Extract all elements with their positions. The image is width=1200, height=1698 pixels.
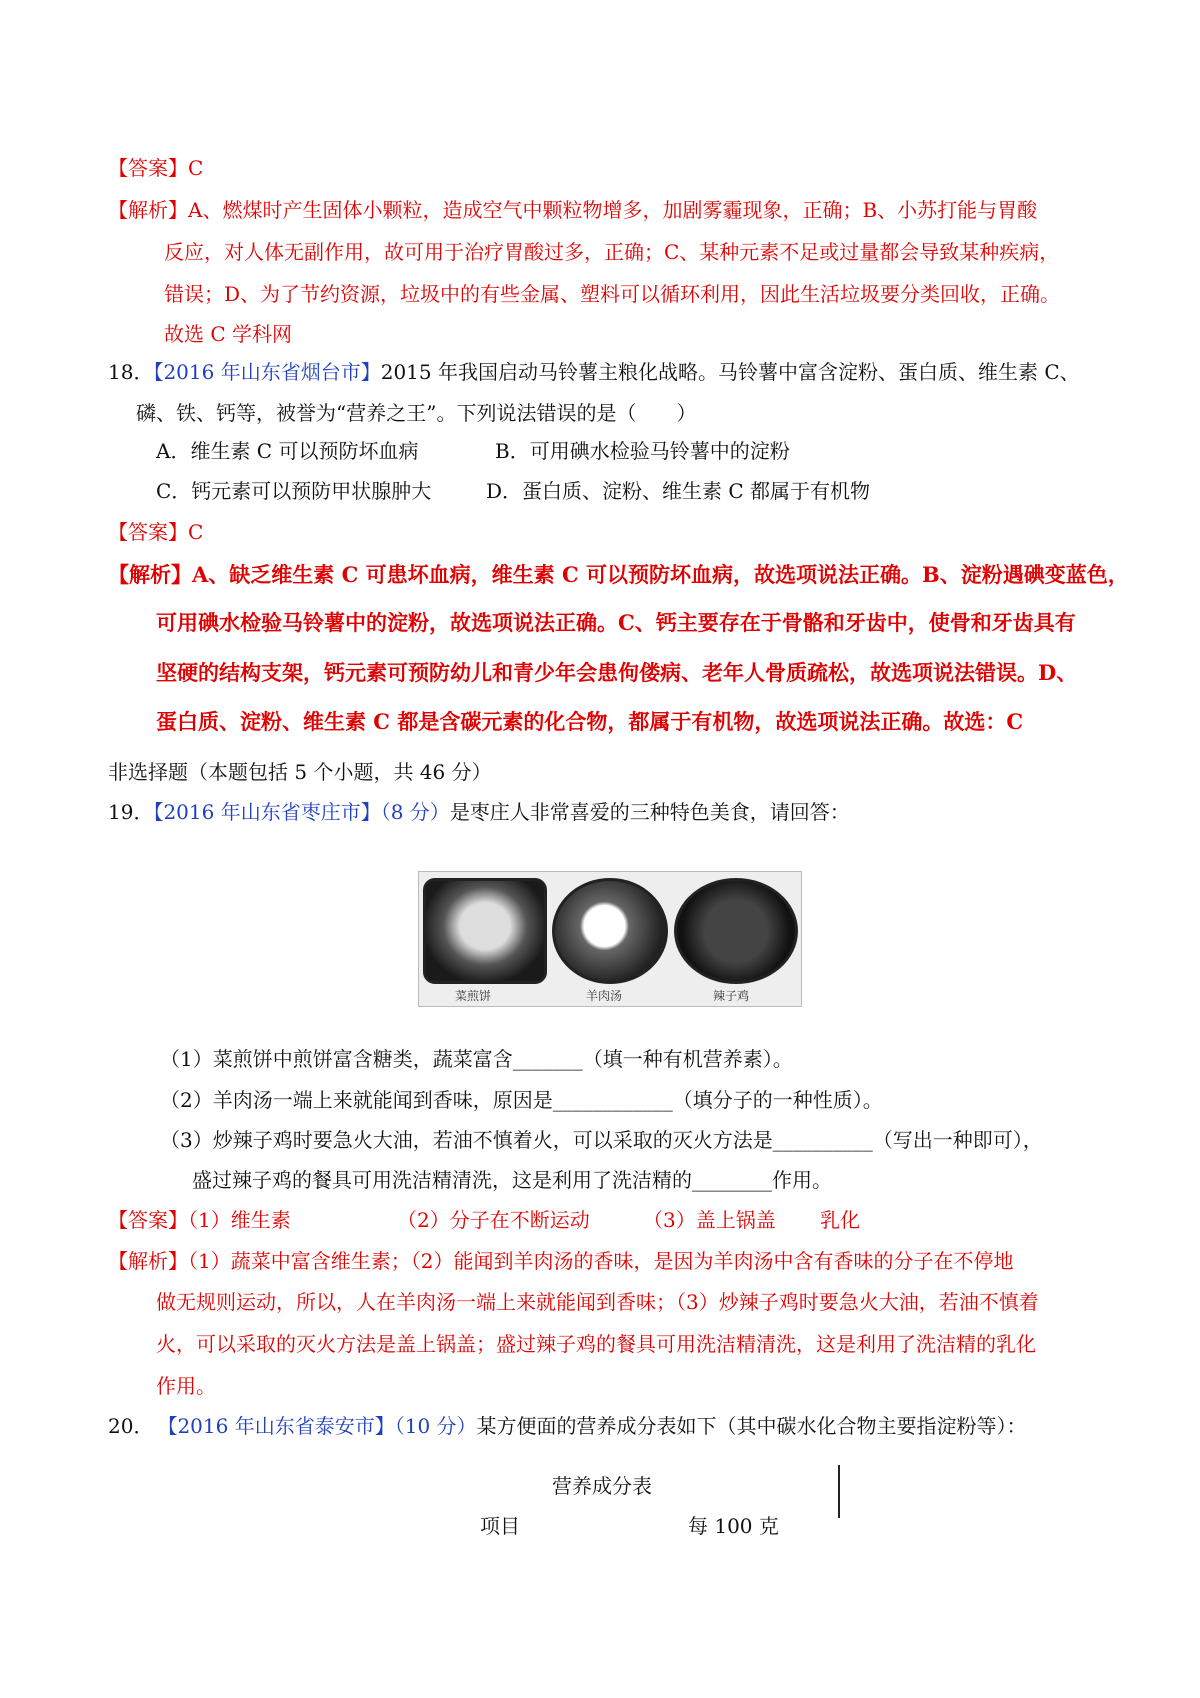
question-number: 19． bbox=[108, 800, 154, 824]
answer-value: C bbox=[188, 156, 204, 180]
food-photo bbox=[418, 871, 802, 1007]
food-caption-3: 辣子鸡 bbox=[713, 989, 750, 1003]
answer-label: 【答案】 bbox=[108, 520, 188, 544]
answer-2: （2）分子在不断运动 bbox=[397, 1208, 590, 1232]
q18-stem-line-1: 18．【2016 年山东省烟台市】2015 年我国启动马铃薯主粮化战略。马铃薯中富含淀粉、蛋白质、维生素 C、 bbox=[108, 360, 1080, 384]
question-points: （8 分） bbox=[380, 800, 450, 824]
question-number: 20． bbox=[108, 1414, 154, 1438]
food-image-la-zi-ji bbox=[674, 878, 798, 984]
q19-stem: 19．【2016 年山东省枣庄市】（8 分）是枣庄人非常喜爱的三种特色美食，请回答： bbox=[108, 800, 850, 824]
q18-explanation-line-3: 坚硬的结构支架，钙元素可预防幼儿和青少年会患佝偻病、老年人骨质疏松，故选项说法错误。D、 bbox=[156, 660, 1078, 685]
q19-sub-2: （2）羊肉汤一端上来就能闻到香味，原因是____________（填分子的一种性质）。 bbox=[160, 1088, 883, 1112]
q18-explanation-line-2: 可用碘水检验马铃薯中的淀粉，故选项说法正确。C、钙主要存在于骨骼和牙齿中，使骨和牙齿具有 bbox=[156, 610, 1076, 635]
section-heading: 非选择题（本题包括 5 个小题，共 46 分） bbox=[108, 760, 492, 784]
answer-1: （1）维生素 bbox=[188, 1208, 291, 1232]
question-source: 【2016 年山东省泰安市】 bbox=[167, 1414, 395, 1438]
answer-label: 【答案】 bbox=[108, 156, 188, 180]
question-number: 18． bbox=[108, 360, 154, 384]
q18-explanation-line-1: 【解析】A、缺乏维生素 C 可患坏血病，维生素 C 可以预防坏血病，故选项说法正确。B、淀粉遇碘变蓝色， bbox=[108, 562, 1129, 587]
q18-answer-line bbox=[108, 518, 203, 546]
q19-sub-3: （3）炒辣子鸡时要急火大油，若油不慎着火，可以采取的灭火方法是__________（写出一种即可）， bbox=[160, 1128, 1043, 1152]
answer-3: （3）盖上锅盖 bbox=[643, 1208, 776, 1232]
q18-stem-line-2: 磷、铁、钙等，被誉为“营养之王”。下列说法错误的是（ ） bbox=[136, 401, 697, 425]
table-header-item: 项目 bbox=[480, 1514, 520, 1538]
q19-explanation-line-3: 火，可以采取的灭火方法是盖上锅盖；盛过辣子鸡的餐具可用洗洁精清洗，这是利用了洗洁精的乳化 bbox=[156, 1332, 1036, 1356]
q19-explanation-line-4: 作用。 bbox=[156, 1374, 216, 1398]
q17-answer-line bbox=[108, 154, 203, 182]
q17-explanation-line-1: 【解析】A、燃煤时产生固体小颗粒，造成空气中颗粒物增多，加剧雾霾现象，正确；B、小苏打能与胃酸 bbox=[108, 198, 1038, 222]
question-source: 【2016 年山东省枣庄市】 bbox=[153, 800, 381, 824]
answer-value: C bbox=[188, 520, 204, 544]
table-border bbox=[838, 1465, 840, 1518]
food-image-cai-jian-bing bbox=[423, 878, 547, 984]
q18-option-b: B．可用碘水检验马铃薯中的淀粉 bbox=[495, 439, 790, 463]
q20-stem: 20． 【2016 年山东省泰安市】（10 分）某方便面的营养成分表如下（其中碳水化合物主要指淀粉等）： bbox=[108, 1414, 1027, 1438]
explanation-label: 【解析】 bbox=[108, 562, 192, 587]
food-caption-1: 菜煎饼 bbox=[455, 989, 492, 1003]
food-image-yang-rou-tang bbox=[552, 878, 668, 984]
q19-sub-1: （1）菜煎饼中煎饼富含糖类，蔬菜富含_______（填一种有机营养素）。 bbox=[160, 1047, 793, 1071]
q18-option-d: D．蛋白质、淀粉、维生素 C 都属于有机物 bbox=[486, 479, 871, 503]
q17-explanation-line-4: 故选 C 学科网 bbox=[164, 322, 293, 346]
q19-sub-3-cont: 盛过辣子鸡的餐具可用洗洁精清洗，这是利用了洗洁精的________作用。 bbox=[192, 1168, 832, 1192]
food-caption-2: 羊肉汤 bbox=[586, 989, 623, 1003]
q17-explanation-line-2: 反应，对人体无副作用，故可用于治疗胃酸过多，正确；C、某种元素不足或过量都会导致某种疾病， bbox=[164, 240, 1060, 264]
q18-option-a: A．维生素 C 可以预防坏血病 bbox=[156, 439, 419, 463]
q18-explanation-line-4: 蛋白质、淀粉、维生素 C 都是含碳元素的化合物，都属于有机物，故选项说法正确。故选：C bbox=[156, 709, 1024, 734]
explanation-label: 【解析】 bbox=[108, 198, 188, 222]
answer-label: 【答案】 bbox=[108, 1208, 188, 1232]
q19-explanation-line-2: 做无规则运动，所以，人在羊肉汤一端上来就能闻到香味；（3）炒辣子鸡时要急火大油，若油不慎着 bbox=[156, 1290, 1039, 1314]
nutrition-table-title: 营养成分表 bbox=[552, 1474, 652, 1498]
question-points: （10 分） bbox=[394, 1414, 477, 1438]
q19-explanation-line-1: 【解析】（1）蔬菜中富含维生素；（2）能闻到羊肉汤的香味，是因为羊肉汤中含有香味的分子在不停地 bbox=[108, 1249, 1014, 1273]
question-source: 【2016 年山东省烟台市】 bbox=[153, 360, 381, 384]
answer-4: 乳化 bbox=[820, 1208, 860, 1232]
q18-option-c: C．钙元素可以预防甲状腺肿大 bbox=[156, 479, 432, 503]
explanation-label: 【解析】 bbox=[108, 1249, 188, 1273]
q19-answer-line bbox=[108, 1206, 291, 1234]
q17-explanation-line-3: 错误；D、为了节约资源，垃圾中的有些金属、塑料可以循环利用，因此生活垃圾要分类回收，正确。 bbox=[164, 282, 1061, 306]
table-header-per-100g: 每 100 克 bbox=[688, 1514, 779, 1538]
